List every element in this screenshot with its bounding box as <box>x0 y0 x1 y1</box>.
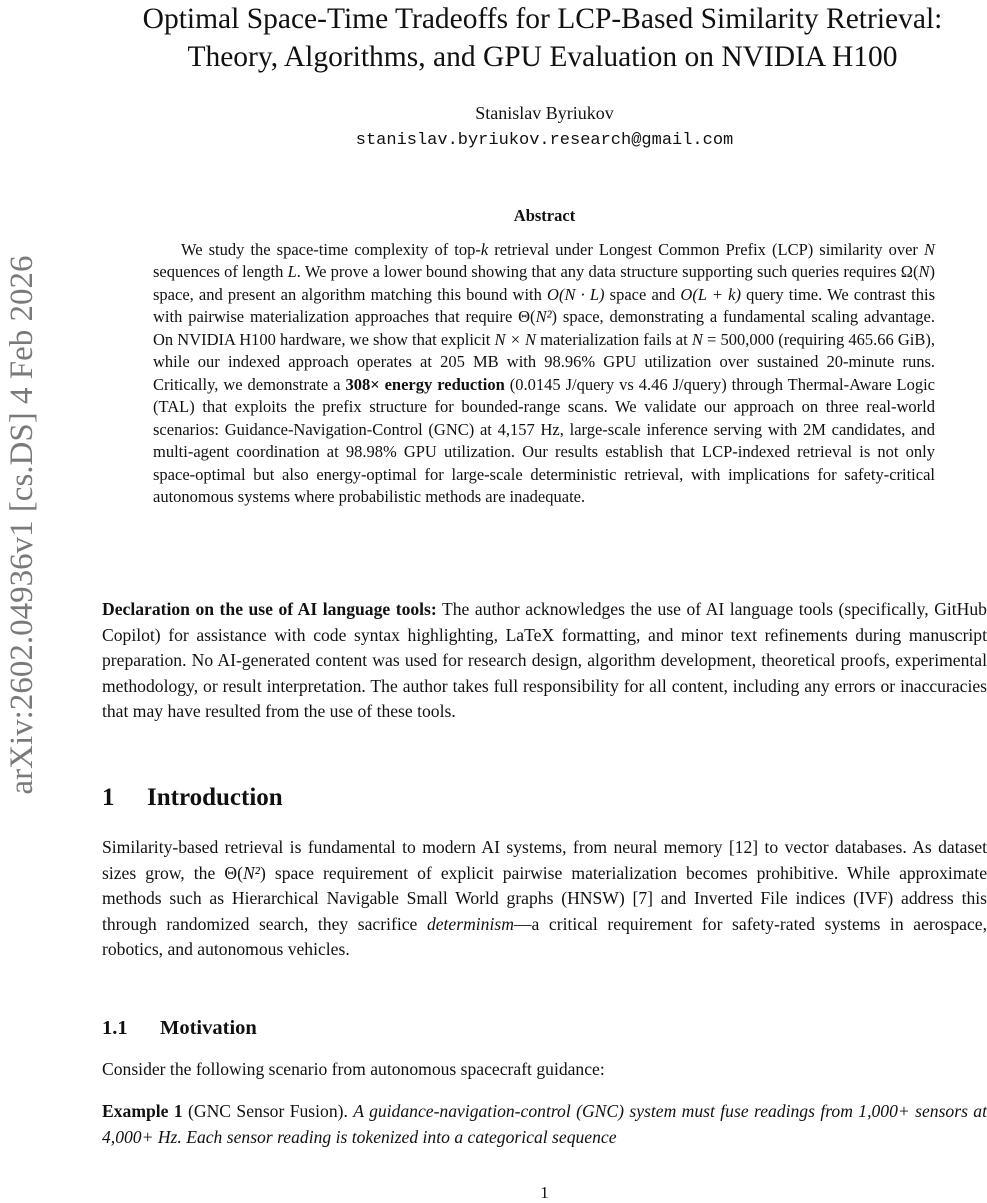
arxiv-identifier: arXiv:2602.04936v1 [cs.DS] 4 Feb 2026 <box>4 255 40 795</box>
section-heading-introduction: 1 Introduction <box>102 784 283 811</box>
page-number: 1 <box>540 1183 549 1202</box>
author-email[interactable]: stanislav.byriukov.research@gmail.com <box>355 131 734 150</box>
energy-reduction-highlight: 308× energy reduction <box>345 374 505 394</box>
title-line-2: Theory, Algorithms, and GPU Evaluation on NVIDIA H100 <box>187 41 898 73</box>
ai-declaration: Declaration on the use of AI language tools: The author acknowledges the use of AI language tools (specifically, GitHub Copilot) for assistance with code syntax highlighting, LaTeX formatting, and minor text refinements during manuscript preparation. No AI-generated content was used for research design, algorithm development, theoretical proofs, experimental methodology, or result interpretation. The author takes full responsibility for all content, including any errors or inaccuracies that may have resulted from the use of these tools. <box>102 599 987 722</box>
title-line-1: Optimal Space-Time Tradeoffs for LCP-Based Similarity Retrieval: <box>142 3 943 35</box>
subsection-heading-motivation: 1.1 Motivation <box>102 1017 257 1039</box>
intro-paragraph: Similarity-based retrieval is fundamental to modern AI systems, from neural memory [12] to vector databases. As dataset sizes grow, the Θ(N²) space requirement of explicit pairwise materialization becomes prohibitive. While approximate methods such as Hierarchical Navigable Small World graphs (HNSW) [7] and Inverted File indices (IVF) address this through randomized search, they sacrifice determinism—a critical requirement for safety-rated systems in aerospace, robotics, and autonomous vehicles. <box>102 837 987 960</box>
abstract-body: We study the space-time complexity of top-k retrieval under Longest Common Prefix (LCP) similarity over N sequences of length L. We prove a lower bound showing that any data structure supporting such queries requires Ω(N) space, and present an algorithm matching this bound with O(N · L) space and O(L + k) query time. We contrast this with pairwise materialization approaches that require Θ(N²) space, demonstrating a fundamental scaling advantage. On NVIDIA H100 hardware, we show that explicit N × N materialization fails at N = 500,000 (requiring 465.66 GiB), while our indexed approach operates at 205 MB with 98.96% GPU utilization over sustained 20-minute runs. Critically, we demonstrate a 308× energy reduction (0.0145 J/query vs 4.46 J/query) through Thermal-Aware Logic (TAL) that exploits the prefix structure for bounded-range scans. We validate our approach on three real-world scenarios: Guidance-Navigation-Control (GNC) at 4,157 Hz, large-scale inference serving with 2M candidates, and multi-agent coordination at 98.98% GPU utilization. Our results establish that LCP-indexed retrieval is not only space-optimal but also energy-optimal for large-scale deterministic retrieval, with implications for safety-critical autonomous systems where probabilistic methods are inadequate. <box>153 240 936 506</box>
declaration-label: Declaration on the use of AI language tools: <box>102 599 437 619</box>
author-name: Stanislav Byriukov <box>475 103 614 123</box>
abstract-heading: Abstract <box>513 206 576 225</box>
motivation-paragraph: Consider the following scenario from autonomous spacecraft guidance: <box>102 1059 605 1079</box>
paper-title <box>90 0 987 76</box>
example-1: Example 1 (GNC Sensor Fusion). A guidance-navigation-control (GNC) system must fuse readings from 1,000+ sensors at 4,000+ Hz. Each sensor reading is tokenized into a categorical sequence <box>102 1101 987 1147</box>
